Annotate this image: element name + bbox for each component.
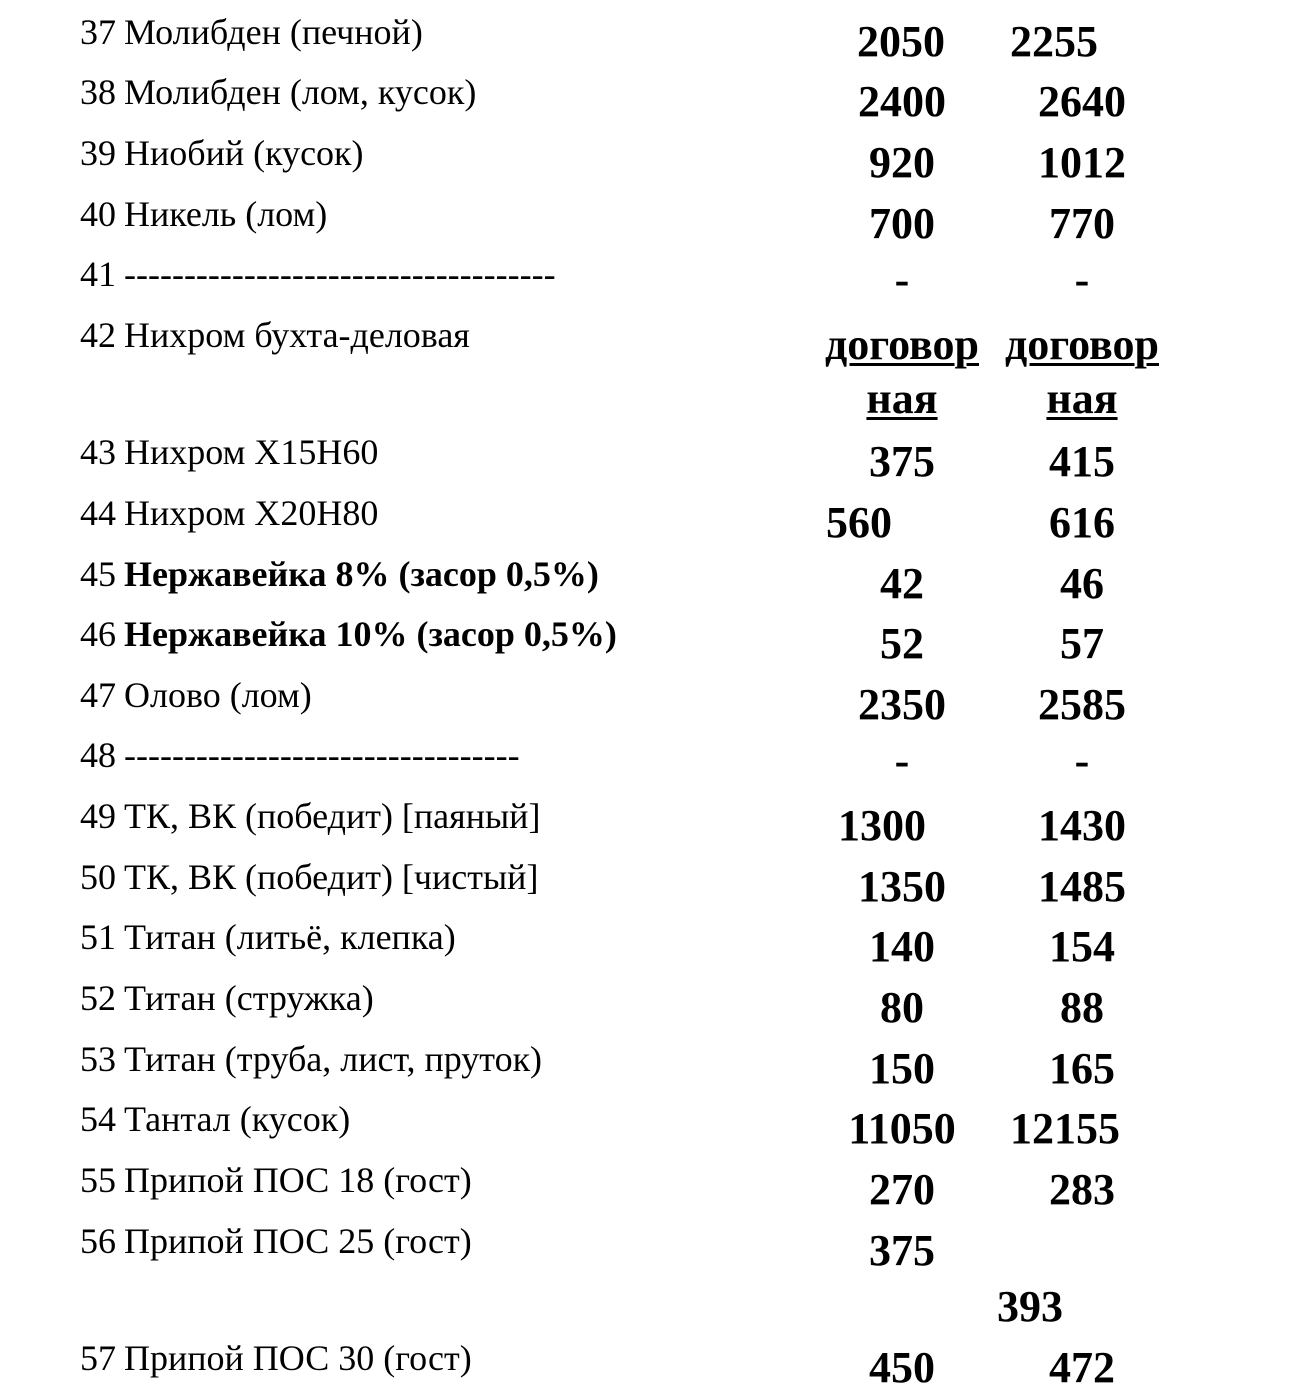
item-name: Припой ПОС 18 (гост) xyxy=(124,1160,472,1200)
item-name: --------------------------------- xyxy=(124,735,520,775)
row-number: 55 xyxy=(80,1160,116,1200)
row-number: 41 xyxy=(80,254,116,294)
price-col1: 560 xyxy=(826,498,892,547)
price-col2: 415 xyxy=(1049,437,1115,486)
price-col2: 2255 xyxy=(1010,17,1098,66)
price-col1: 2400 xyxy=(858,77,946,126)
price-col2: 57 xyxy=(1060,619,1104,668)
price-col1-line1: договор xyxy=(825,320,979,369)
row-number: 38 xyxy=(80,72,116,112)
item-name: Нихром Х20Н80 xyxy=(124,493,379,533)
price-col1: 2050 xyxy=(857,17,945,66)
price-col2: 1430 xyxy=(1038,801,1126,850)
price-col1: 42 xyxy=(880,559,924,608)
price-col2-line1: договор xyxy=(1005,320,1159,369)
row-number: 44 xyxy=(80,493,116,533)
price-col2-line2: ная xyxy=(1046,374,1118,423)
row-number: 48 xyxy=(80,735,116,775)
row-number: 43 xyxy=(80,432,116,472)
item-name: Молибден (печной) xyxy=(124,12,423,52)
price-col2: 88 xyxy=(1060,983,1104,1032)
row-number: 54 xyxy=(80,1099,116,1139)
price-col2: 283 xyxy=(1049,1165,1115,1214)
price-col2: 165 xyxy=(1049,1044,1115,1093)
price-col1: 140 xyxy=(869,922,935,971)
row-number: 49 xyxy=(80,796,116,836)
item-name: ТК, ВК (победит) [чистый] xyxy=(124,857,539,897)
row-number: 50 xyxy=(80,857,116,897)
price-col1: 11050 xyxy=(848,1104,956,1153)
price-col1: 52 xyxy=(880,619,924,668)
price-col1: 1300 xyxy=(838,801,926,850)
row-number: 57 xyxy=(80,1338,116,1378)
row-number: 46 xyxy=(80,614,116,654)
item-name: Нержавейка 10% (засор 0,5%) xyxy=(124,614,617,654)
row-number: 40 xyxy=(80,194,116,234)
price-col1-line2: ная xyxy=(866,374,938,423)
price-col1: 920 xyxy=(869,138,935,187)
row-number: 47 xyxy=(80,675,116,715)
price-col2: 1012 xyxy=(1038,138,1126,187)
price-col1: 450 xyxy=(869,1343,935,1392)
item-name: Нержавейка 8% (засор 0,5%) xyxy=(124,554,599,594)
price-col1: 375 xyxy=(869,1226,935,1275)
item-name: Припой ПОС 30 (гост) xyxy=(124,1338,472,1378)
price-col2: - xyxy=(1074,736,1090,785)
item-name: Олово (лом) xyxy=(124,675,312,715)
item-name: Титан (труба, лист, пруток) xyxy=(124,1039,543,1079)
price-col2: 12155 xyxy=(1010,1104,1120,1153)
price-col2: 616 xyxy=(1049,498,1115,547)
price-col2: 472 xyxy=(1049,1343,1115,1392)
item-name: Припой ПОС 25 (гост) xyxy=(124,1221,472,1261)
row-number: 51 xyxy=(80,917,116,957)
price-col1: - xyxy=(894,736,910,785)
item-name: Титан (литьё, клепка) xyxy=(124,917,456,957)
item-name: Никель (лом) xyxy=(124,194,328,234)
price-col1: 1350 xyxy=(858,862,946,911)
price-col1: - xyxy=(894,255,910,304)
item-name: Молибден (лом, кусок) xyxy=(124,72,477,112)
item-name: ТК, ВК (победит) [паяный] xyxy=(124,796,541,836)
row-number: 56 xyxy=(80,1221,116,1261)
price-col2: 154 xyxy=(1049,922,1115,971)
row-number: 45 xyxy=(80,554,116,594)
row-number: 42 xyxy=(80,315,116,355)
row-number: 53 xyxy=(80,1039,116,1079)
row-number: 37 xyxy=(80,12,116,52)
price-col1: 270 xyxy=(869,1165,935,1214)
item-name: Титан (стружка) xyxy=(124,978,374,1018)
price-col2: 1485 xyxy=(1038,862,1126,911)
item-name: Нихром бухта-деловая xyxy=(124,315,470,355)
item-name: Ниобий (кусок) xyxy=(124,133,364,173)
price-col2: 393 xyxy=(997,1282,1063,1331)
price-col2: - xyxy=(1074,255,1090,304)
price-col1: 700 xyxy=(869,199,935,248)
price-col1: 150 xyxy=(869,1044,935,1093)
price-col2: 2585 xyxy=(1038,680,1126,729)
price-col2: 2640 xyxy=(1038,77,1126,126)
price-col2: 770 xyxy=(1049,199,1115,248)
item-name: ------------------------------------ xyxy=(124,254,556,294)
price-col1: 2350 xyxy=(858,680,946,729)
price-col2: 46 xyxy=(1060,559,1104,608)
row-number: 52 xyxy=(80,978,116,1018)
row-number: 39 xyxy=(80,133,116,173)
item-name: Тантал (кусок) xyxy=(124,1099,351,1139)
item-name: Нихром Х15Н60 xyxy=(124,432,379,472)
price-col1: 375 xyxy=(869,437,935,486)
price-col1: 80 xyxy=(880,983,924,1032)
